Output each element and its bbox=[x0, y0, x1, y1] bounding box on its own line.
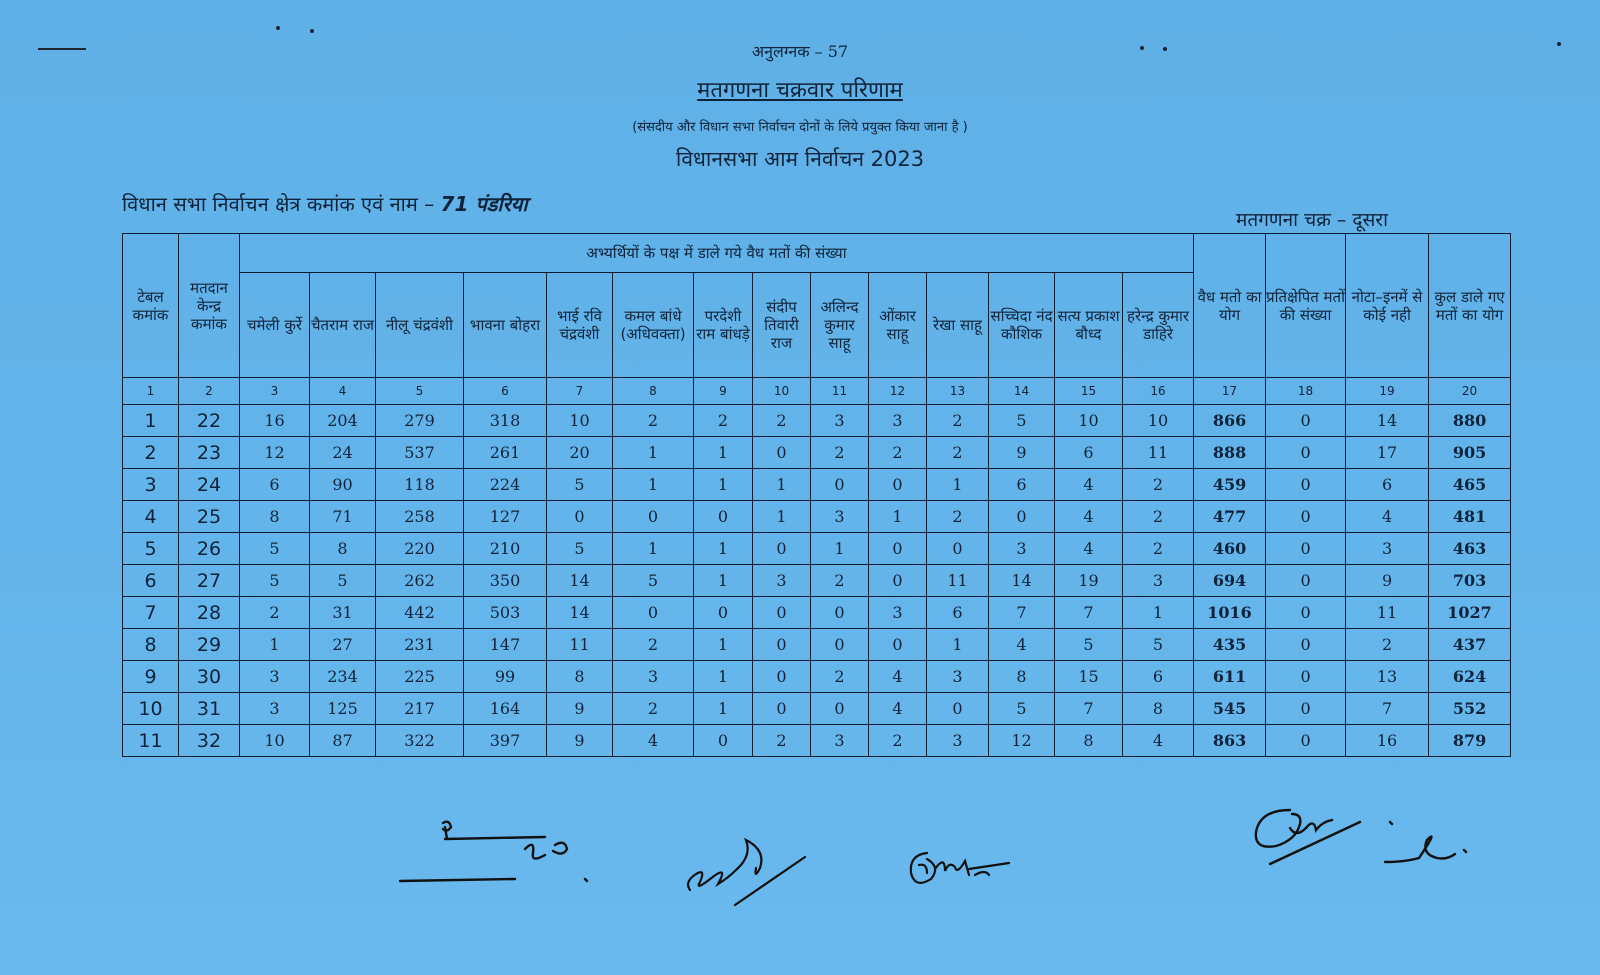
signature-3 bbox=[905, 845, 1025, 895]
results-table bbox=[122, 233, 1511, 757]
table-row bbox=[123, 725, 1511, 757]
table-cell: 1 bbox=[613, 437, 694, 469]
table-cell: 8 bbox=[310, 533, 376, 565]
table-cell: 5 bbox=[547, 533, 613, 565]
column-number-row bbox=[123, 378, 1511, 405]
table-cell: 6 bbox=[240, 469, 310, 501]
table-cell: 7 bbox=[989, 597, 1055, 629]
table-cell: 0 bbox=[753, 629, 811, 661]
header-candidate: नीलू चंद्रवंशी bbox=[376, 273, 464, 378]
table-cell: 30 bbox=[179, 661, 240, 693]
table-cell: 5 bbox=[123, 533, 179, 565]
table-cell: 442 bbox=[376, 597, 464, 629]
table-cell: 14 bbox=[989, 565, 1055, 597]
table-cell: 866 bbox=[1194, 405, 1266, 437]
column-number: 7 bbox=[547, 378, 613, 405]
table-cell: 0 bbox=[753, 533, 811, 565]
table-cell: 0 bbox=[1266, 661, 1346, 693]
table-cell: 3 bbox=[869, 597, 927, 629]
header-candidate: संदीप तिवारी राज bbox=[753, 273, 811, 378]
table-cell: 6 bbox=[1055, 437, 1123, 469]
table-cell: 4 bbox=[123, 501, 179, 533]
table-cell: 10 bbox=[123, 693, 179, 725]
table-cell: 1 bbox=[613, 533, 694, 565]
column-number: 2 bbox=[179, 378, 240, 405]
header-candidate: सत्य प्रकाश बौध्द bbox=[1055, 273, 1123, 378]
table-cell: 11 bbox=[1346, 597, 1429, 629]
table-cell: 703 bbox=[1429, 565, 1511, 597]
column-number: 6 bbox=[464, 378, 547, 405]
column-number: 5 bbox=[376, 378, 464, 405]
header-candidate: चमेली कुर्रे bbox=[240, 273, 310, 378]
table-cell: 463 bbox=[1429, 533, 1511, 565]
table-cell: 3 bbox=[1123, 565, 1194, 597]
table-cell: 5 bbox=[240, 565, 310, 597]
table-cell: 1 bbox=[123, 405, 179, 437]
table-cell: 11 bbox=[547, 629, 613, 661]
table-cell: 16 bbox=[240, 405, 310, 437]
signature-1 bbox=[395, 815, 615, 895]
table-cell: 5 bbox=[310, 565, 376, 597]
table-cell: 1 bbox=[694, 437, 753, 469]
table-cell: 0 bbox=[1266, 437, 1346, 469]
election-name: विधानसभा आम निर्वाचन 2023 bbox=[675, 147, 925, 171]
table-cell: 2 bbox=[613, 405, 694, 437]
table-cell: 322 bbox=[376, 725, 464, 757]
table-cell: 90 bbox=[310, 469, 376, 501]
table-cell: 7 bbox=[1346, 693, 1429, 725]
table-cell: 1 bbox=[753, 469, 811, 501]
table-cell: 905 bbox=[1429, 437, 1511, 469]
table-cell: 481 bbox=[1429, 501, 1511, 533]
table-cell: 11 bbox=[123, 725, 179, 757]
table-cell: 1 bbox=[753, 501, 811, 533]
table-cell: 7 bbox=[1055, 693, 1123, 725]
table-cell: 611 bbox=[1194, 661, 1266, 693]
column-number: 14 bbox=[989, 378, 1055, 405]
column-number: 11 bbox=[811, 378, 869, 405]
table-cell: 125 bbox=[310, 693, 376, 725]
table-cell: 0 bbox=[989, 501, 1055, 533]
table-cell: 71 bbox=[310, 501, 376, 533]
table-cell: 31 bbox=[310, 597, 376, 629]
table-cell: 350 bbox=[464, 565, 547, 597]
table-cell: 8 bbox=[547, 661, 613, 693]
table-cell: 0 bbox=[694, 597, 753, 629]
table-cell: 5 bbox=[547, 469, 613, 501]
table-cell: 880 bbox=[1429, 405, 1511, 437]
table-cell: 210 bbox=[464, 533, 547, 565]
table-cell: 224 bbox=[464, 469, 547, 501]
table-cell: 3 bbox=[869, 405, 927, 437]
table-cell: 2 bbox=[811, 565, 869, 597]
column-number: 10 bbox=[753, 378, 811, 405]
table-cell: 0 bbox=[1266, 533, 1346, 565]
table-cell: 1 bbox=[694, 565, 753, 597]
table-cell: 0 bbox=[1266, 629, 1346, 661]
table-row bbox=[123, 597, 1511, 629]
column-number: 1 bbox=[123, 378, 179, 405]
column-number: 15 bbox=[1055, 378, 1123, 405]
table-cell: 397 bbox=[464, 725, 547, 757]
column-number: 19 bbox=[1346, 378, 1429, 405]
table-cell: 164 bbox=[464, 693, 547, 725]
table-cell: 118 bbox=[376, 469, 464, 501]
table-cell: 9 bbox=[547, 725, 613, 757]
table-cell: 7 bbox=[123, 597, 179, 629]
table-cell: 2 bbox=[811, 437, 869, 469]
table-cell: 23 bbox=[179, 437, 240, 469]
table-cell: 32 bbox=[179, 725, 240, 757]
table-cell: 4 bbox=[1055, 469, 1123, 501]
header-valid-total: वैध मतो का योग bbox=[1194, 234, 1266, 378]
table-cell: 9 bbox=[547, 693, 613, 725]
table-cell: 1 bbox=[694, 661, 753, 693]
table-cell: 14 bbox=[547, 597, 613, 629]
table-cell: 17 bbox=[1346, 437, 1429, 469]
header-nota: नोटा–इनमें से कोई नही bbox=[1346, 234, 1429, 378]
table-cell: 1027 bbox=[1429, 597, 1511, 629]
table-row bbox=[123, 405, 1511, 437]
table-cell: 27 bbox=[179, 565, 240, 597]
table-cell: 3 bbox=[811, 405, 869, 437]
table-cell: 0 bbox=[613, 501, 694, 533]
column-number: 17 bbox=[1194, 378, 1266, 405]
header-candidate: परदेशी राम बांधड़े bbox=[694, 273, 753, 378]
table-cell: 13 bbox=[1346, 661, 1429, 693]
table-cell: 1 bbox=[694, 629, 753, 661]
table-cell: 3 bbox=[927, 661, 989, 693]
header-candidate: चैतराम राज bbox=[310, 273, 376, 378]
table-cell: 258 bbox=[376, 501, 464, 533]
table-cell: 0 bbox=[1266, 405, 1346, 437]
table-cell: 27 bbox=[310, 629, 376, 661]
table-cell: 5 bbox=[1123, 629, 1194, 661]
table-cell: 0 bbox=[1266, 725, 1346, 757]
table-cell: 435 bbox=[1194, 629, 1266, 661]
table-row bbox=[123, 501, 1511, 533]
table-cell: 262 bbox=[376, 565, 464, 597]
header-grand-total: कुल डाले गए मतों का योग bbox=[1429, 234, 1511, 378]
table-cell: 694 bbox=[1194, 565, 1266, 597]
table-cell: 1 bbox=[927, 629, 989, 661]
table-cell: 0 bbox=[869, 629, 927, 661]
constituency-name: 71 पंडरिया bbox=[440, 192, 528, 216]
table-row bbox=[123, 469, 1511, 501]
table-cell: 279 bbox=[376, 405, 464, 437]
table-cell: 1 bbox=[694, 533, 753, 565]
table-cell: 5 bbox=[613, 565, 694, 597]
table-cell: 0 bbox=[753, 661, 811, 693]
table-cell: 0 bbox=[753, 693, 811, 725]
table-cell: 0 bbox=[869, 565, 927, 597]
table-cell: 9 bbox=[1346, 565, 1429, 597]
table-cell: 0 bbox=[753, 597, 811, 629]
table-cell: 0 bbox=[811, 597, 869, 629]
table-cell: 11 bbox=[927, 565, 989, 597]
table-cell: 2 bbox=[927, 405, 989, 437]
table-cell: 8 bbox=[240, 501, 310, 533]
table-cell: 1 bbox=[613, 469, 694, 501]
annexure-label: अनुलग्नक – 57 bbox=[751, 42, 849, 61]
column-number: 3 bbox=[240, 378, 310, 405]
table-cell: 2 bbox=[869, 725, 927, 757]
page-title: मतगणना चक्रवार परिणाम bbox=[697, 78, 903, 103]
table-cell: 1 bbox=[811, 533, 869, 565]
table-cell: 503 bbox=[464, 597, 547, 629]
column-number: 18 bbox=[1266, 378, 1346, 405]
table-cell: 1 bbox=[927, 469, 989, 501]
table-cell: 16 bbox=[1346, 725, 1429, 757]
column-number: 4 bbox=[310, 378, 376, 405]
table-cell: 6 bbox=[1346, 469, 1429, 501]
counting-round: मतगणना चक्र – दूसरा bbox=[1236, 209, 1388, 231]
table-cell: 0 bbox=[694, 725, 753, 757]
table-cell: 3 bbox=[123, 469, 179, 501]
table-cell: 3 bbox=[753, 565, 811, 597]
table-cell: 1 bbox=[869, 501, 927, 533]
table-cell: 5 bbox=[989, 405, 1055, 437]
column-number: 8 bbox=[613, 378, 694, 405]
table-cell: 20 bbox=[547, 437, 613, 469]
table-cell: 437 bbox=[1429, 629, 1511, 661]
table-cell: 0 bbox=[869, 469, 927, 501]
header-candidate-votes: अभ्यर्थियों के पक्ष में डाले गये वैध मतों की संख्या bbox=[240, 234, 1194, 273]
table-cell: 1 bbox=[240, 629, 310, 661]
table-cell: 0 bbox=[1266, 693, 1346, 725]
table-cell: 0 bbox=[1266, 597, 1346, 629]
table-cell: 3 bbox=[613, 661, 694, 693]
table-cell: 0 bbox=[1266, 501, 1346, 533]
table-cell: 5 bbox=[1055, 629, 1123, 661]
table-cell: 4 bbox=[1055, 533, 1123, 565]
table-cell: 31 bbox=[179, 693, 240, 725]
header-candidate: भाई रवि चंद्रवंशी bbox=[547, 273, 613, 378]
table-cell: 4 bbox=[1123, 725, 1194, 757]
table-cell: 8 bbox=[1123, 693, 1194, 725]
header-booth-no: मतदान केन्द्र कमांक bbox=[179, 234, 240, 378]
header-rejected: प्रतिक्षेपित मतों की संख्या bbox=[1266, 234, 1346, 378]
table-cell: 8 bbox=[989, 661, 1055, 693]
ink-dot bbox=[276, 26, 280, 30]
table-cell: 4 bbox=[1055, 501, 1123, 533]
table-cell: 8 bbox=[1055, 725, 1123, 757]
table-cell: 4 bbox=[989, 629, 1055, 661]
table-row bbox=[123, 533, 1511, 565]
table-cell: 9 bbox=[989, 437, 1055, 469]
column-number: 13 bbox=[927, 378, 989, 405]
table-cell: 2 bbox=[1346, 629, 1429, 661]
table-cell: 0 bbox=[1266, 469, 1346, 501]
table-cell: 3 bbox=[240, 693, 310, 725]
table-cell: 3 bbox=[989, 533, 1055, 565]
table-cell: 127 bbox=[464, 501, 547, 533]
table-row bbox=[123, 693, 1511, 725]
table-cell: 0 bbox=[811, 469, 869, 501]
table-cell: 1016 bbox=[1194, 597, 1266, 629]
signature-4 bbox=[1250, 800, 1490, 890]
table-cell: 12 bbox=[240, 437, 310, 469]
header-candidate: भावना बोहरा bbox=[464, 273, 547, 378]
table-cell: 6 bbox=[927, 597, 989, 629]
table-cell: 0 bbox=[1266, 565, 1346, 597]
table-cell: 220 bbox=[376, 533, 464, 565]
table-cell: 3 bbox=[811, 725, 869, 757]
table-cell: 2 bbox=[753, 405, 811, 437]
table-cell: 234 bbox=[310, 661, 376, 693]
header-table-no: टेबल कमांक bbox=[123, 234, 179, 378]
table-cell: 22 bbox=[179, 405, 240, 437]
column-number: 9 bbox=[694, 378, 753, 405]
column-number: 12 bbox=[869, 378, 927, 405]
page-subtitle: (संसदीय और विधान सभा निर्वाचन दोनों के लिये प्रयुक्त किया जाना है ) bbox=[632, 120, 968, 135]
table-cell: 2 bbox=[927, 437, 989, 469]
table-cell: 1 bbox=[1123, 597, 1194, 629]
table-cell: 459 bbox=[1194, 469, 1266, 501]
table-cell: 10 bbox=[1055, 405, 1123, 437]
constituency-label: विधान सभा निर्वाचन क्षेत्र कमांक एवं नाम – bbox=[122, 192, 435, 216]
ink-dot bbox=[310, 29, 314, 33]
table-cell: 0 bbox=[869, 533, 927, 565]
table-cell: 465 bbox=[1429, 469, 1511, 501]
table-cell: 2 bbox=[694, 405, 753, 437]
table-cell: 2 bbox=[811, 661, 869, 693]
signature-2 bbox=[680, 795, 820, 915]
table-cell: 477 bbox=[1194, 501, 1266, 533]
table-cell: 0 bbox=[547, 501, 613, 533]
table-cell: 28 bbox=[179, 597, 240, 629]
table-cell: 9 bbox=[123, 661, 179, 693]
table-row bbox=[123, 437, 1511, 469]
table-cell: 3 bbox=[811, 501, 869, 533]
table-cell: 5 bbox=[240, 533, 310, 565]
table-cell: 6 bbox=[989, 469, 1055, 501]
table-cell: 2 bbox=[1123, 501, 1194, 533]
table-cell: 3 bbox=[927, 725, 989, 757]
table-cell: 624 bbox=[1429, 661, 1511, 693]
table-cell: 29 bbox=[179, 629, 240, 661]
table-cell: 10 bbox=[547, 405, 613, 437]
table-cell: 15 bbox=[1055, 661, 1123, 693]
table-cell: 0 bbox=[927, 533, 989, 565]
table-cell: 0 bbox=[613, 597, 694, 629]
table-cell: 2 bbox=[613, 629, 694, 661]
table-cell: 24 bbox=[179, 469, 240, 501]
header-candidate: ओंकार साहू bbox=[869, 273, 927, 378]
table-cell: 460 bbox=[1194, 533, 1266, 565]
table-cell: 537 bbox=[376, 437, 464, 469]
table-cell: 19 bbox=[1055, 565, 1123, 597]
table-cell: 99 bbox=[464, 661, 547, 693]
table-cell: 0 bbox=[811, 693, 869, 725]
table-cell: 2 bbox=[869, 437, 927, 469]
table-cell: 888 bbox=[1194, 437, 1266, 469]
results-body bbox=[123, 378, 1511, 757]
table-cell: 217 bbox=[376, 693, 464, 725]
table-cell: 14 bbox=[1346, 405, 1429, 437]
table-cell: 2 bbox=[927, 501, 989, 533]
table-cell: 6 bbox=[1123, 661, 1194, 693]
table-cell: 25 bbox=[179, 501, 240, 533]
table-cell: 2 bbox=[613, 693, 694, 725]
table-cell: 225 bbox=[376, 661, 464, 693]
header-candidate: सच्चिदा नंद कौशिक bbox=[989, 273, 1055, 378]
table-cell: 4 bbox=[613, 725, 694, 757]
table-cell: 4 bbox=[1346, 501, 1429, 533]
table-cell: 4 bbox=[869, 661, 927, 693]
table-cell: 2 bbox=[753, 725, 811, 757]
table-cell: 318 bbox=[464, 405, 547, 437]
table-cell: 545 bbox=[1194, 693, 1266, 725]
table-cell: 552 bbox=[1429, 693, 1511, 725]
table-cell: 4 bbox=[869, 693, 927, 725]
table-cell: 87 bbox=[310, 725, 376, 757]
table-cell: 2 bbox=[123, 437, 179, 469]
table-cell: 0 bbox=[694, 501, 753, 533]
table-cell: 204 bbox=[310, 405, 376, 437]
table-cell: 231 bbox=[376, 629, 464, 661]
table-cell: 3 bbox=[240, 661, 310, 693]
table-cell: 1 bbox=[694, 693, 753, 725]
column-number: 16 bbox=[1123, 378, 1194, 405]
table-cell: 879 bbox=[1429, 725, 1511, 757]
table-cell: 5 bbox=[989, 693, 1055, 725]
table-cell: 1 bbox=[694, 469, 753, 501]
header-candidate: अलिन्द कुमार साहू bbox=[811, 273, 869, 378]
table-cell: 10 bbox=[1123, 405, 1194, 437]
header-candidate: कमल बांधे (अधिवक्ता) bbox=[613, 273, 694, 378]
table-cell: 24 bbox=[310, 437, 376, 469]
table-cell: 0 bbox=[927, 693, 989, 725]
header-candidate: रेखा साहू bbox=[927, 273, 989, 378]
table-cell: 11 bbox=[1123, 437, 1194, 469]
table-cell: 3 bbox=[1346, 533, 1429, 565]
table-cell: 863 bbox=[1194, 725, 1266, 757]
table-cell: 0 bbox=[753, 437, 811, 469]
table-row bbox=[123, 629, 1511, 661]
table-row bbox=[123, 661, 1511, 693]
table-cell: 147 bbox=[464, 629, 547, 661]
table-cell: 26 bbox=[179, 533, 240, 565]
table-row bbox=[123, 565, 1511, 597]
table-cell: 7 bbox=[1055, 597, 1123, 629]
table-cell: 261 bbox=[464, 437, 547, 469]
table-cell: 14 bbox=[547, 565, 613, 597]
table-cell: 2 bbox=[1123, 469, 1194, 501]
table-cell: 2 bbox=[240, 597, 310, 629]
constituency-line bbox=[122, 190, 528, 217]
table-cell: 0 bbox=[811, 629, 869, 661]
table-cell: 10 bbox=[240, 725, 310, 757]
table-cell: 2 bbox=[1123, 533, 1194, 565]
column-number: 20 bbox=[1429, 378, 1511, 405]
table-cell: 6 bbox=[123, 565, 179, 597]
header-candidate: हरेन्द्र कुमार डाहिरे bbox=[1123, 273, 1194, 378]
table-cell: 12 bbox=[989, 725, 1055, 757]
table-cell: 8 bbox=[123, 629, 179, 661]
